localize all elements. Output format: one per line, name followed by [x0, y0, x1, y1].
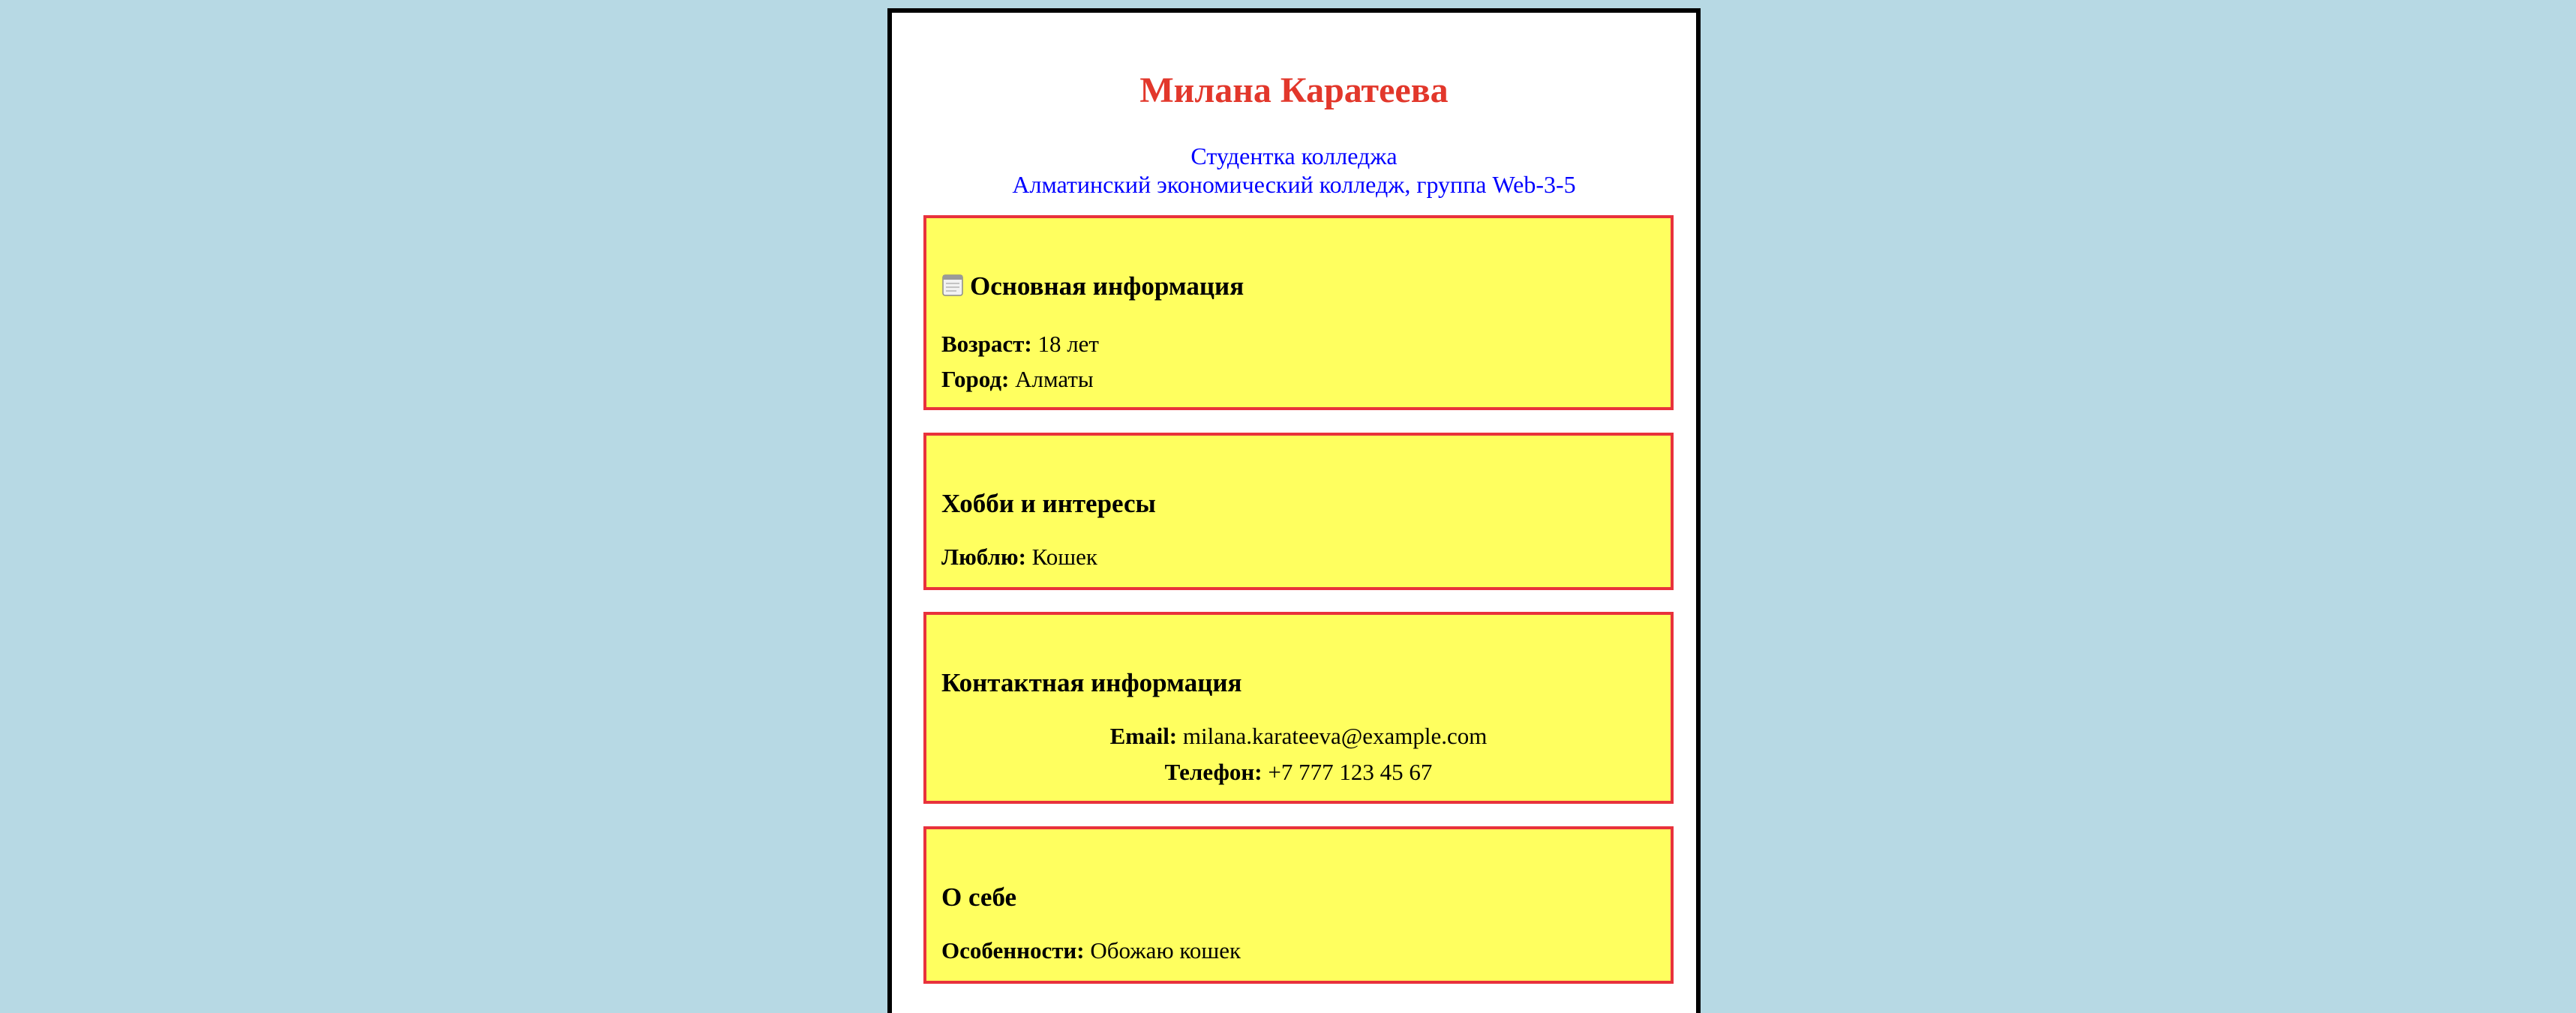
city-value: Алматы	[1009, 366, 1094, 392]
basic-info-card	[923, 215, 1674, 410]
page-title: Милана Каратеева	[1139, 70, 1449, 110]
email-row	[926, 721, 1671, 751]
about-heading: О себе	[941, 883, 1017, 912]
subtitle	[892, 142, 1696, 199]
phone-row	[926, 757, 1671, 787]
email-label: Email:	[1109, 723, 1178, 749]
age-row	[941, 329, 1099, 359]
love-value: Кошек	[1025, 544, 1097, 570]
age-value: 18 лет	[1031, 331, 1099, 357]
basic-info-title: Основная информация	[970, 271, 1244, 301]
institution-text: Алматинский экономический колледж, группа Web-3-5	[1012, 171, 1576, 198]
features-value: Обожаю кошек	[1084, 937, 1241, 964]
hobbies-card	[923, 433, 1674, 590]
features-row	[941, 936, 1241, 966]
age-label: Возраст:	[941, 331, 1032, 357]
phone-label: Телефон:	[1164, 759, 1262, 785]
contacts-card	[923, 612, 1674, 804]
city-label: Город:	[941, 366, 1010, 392]
love-row	[941, 542, 1097, 572]
role-text: Студентка колледжа	[1190, 142, 1398, 169]
phone-value: +7 777 123 45 67	[1262, 759, 1433, 785]
basic-info-heading	[941, 271, 1244, 302]
love-label: Люблю:	[941, 544, 1026, 570]
hobbies-heading: Хобби и интересы	[941, 489, 1156, 518]
features-label: Особенности:	[941, 937, 1085, 964]
email-value[interactable]: milana.karateeva@example.com	[1177, 723, 1488, 749]
about-card	[923, 826, 1674, 984]
resume-page	[887, 8, 1701, 1013]
contacts-heading: Контактная информация	[941, 668, 1242, 697]
city-row	[941, 364, 1094, 394]
notepad-icon	[941, 271, 964, 297]
